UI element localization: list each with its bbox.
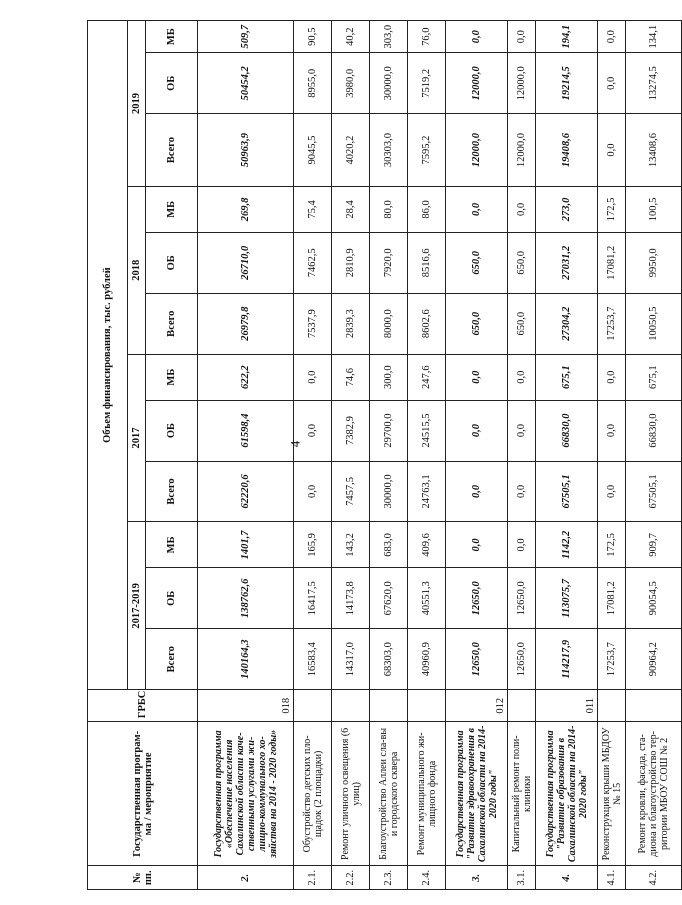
row-value: 7382,9 xyxy=(332,400,370,461)
row-value: 40551,3 xyxy=(408,568,446,629)
row-value: 194,1 xyxy=(536,21,598,53)
row-value: 675,1 xyxy=(536,354,598,400)
row-value: 165,9 xyxy=(294,522,332,568)
row-value: 61598,4 xyxy=(198,400,294,461)
row-value: 30303,0 xyxy=(370,114,408,187)
table-row xyxy=(536,21,598,890)
row-value: 8955,0 xyxy=(294,53,332,114)
row-value: 509,7 xyxy=(198,21,294,53)
row-number: 4.1. xyxy=(598,866,626,890)
row-number: 2. xyxy=(198,866,294,890)
row-value: 0,0 xyxy=(598,461,626,522)
row-value: 16417,5 xyxy=(294,568,332,629)
row-value: 26710,0 xyxy=(198,232,294,293)
row-value: 7519,2 xyxy=(408,53,446,114)
row-value: 909,7 xyxy=(626,522,682,568)
row-value: 12000,0 xyxy=(508,53,536,114)
row-value: 113075,7 xyxy=(536,568,598,629)
row-name: Государственная программа «Обеспечение населения Сахалинской области каче-ственными услугами жи-лищно-коммунального хо-зяйства на 2014 - 2020 годы» xyxy=(198,722,294,866)
row-value: 0,0 xyxy=(446,522,508,568)
row-value: 30000,0 xyxy=(370,461,408,522)
row-value: 0,0 xyxy=(508,400,536,461)
table-row xyxy=(626,21,682,890)
row-grbs xyxy=(598,690,626,722)
header-col: ОБ xyxy=(146,568,198,629)
row-value: 27031,2 xyxy=(536,232,598,293)
row-number: 2.2. xyxy=(332,866,370,890)
row-value: 90964,2 xyxy=(626,629,682,690)
row-value: 0,0 xyxy=(508,21,536,53)
row-value: 650,0 xyxy=(446,293,508,354)
row-value: 30000,0 xyxy=(370,53,408,114)
row-value: 4020,2 xyxy=(332,114,370,187)
row-value: 0,0 xyxy=(446,354,508,400)
row-value: 0,0 xyxy=(446,186,508,232)
row-value: 2839,3 xyxy=(332,293,370,354)
row-value: 247,6 xyxy=(408,354,446,400)
row-name: Государственная программа "Развитие здравоохранения в Сахалинской области на 2014-2020 годы" xyxy=(446,722,508,866)
header-period: 2018 xyxy=(128,186,146,354)
row-value: 650,0 xyxy=(508,232,536,293)
row-value: 140164,3 xyxy=(198,629,294,690)
table-row xyxy=(370,21,408,890)
row-value: 8516,6 xyxy=(408,232,446,293)
row-value: 67505,1 xyxy=(626,461,682,522)
table-row xyxy=(332,21,370,890)
row-value: 12000,0 xyxy=(508,114,536,187)
header-col: Всего xyxy=(146,293,198,354)
row-grbs: 018 xyxy=(198,690,294,722)
row-value: 12650,0 xyxy=(446,629,508,690)
row-value: 76,0 xyxy=(408,21,446,53)
row-value: 62220,6 xyxy=(198,461,294,522)
row-value: 50454,2 xyxy=(198,53,294,114)
row-value: 0,0 xyxy=(446,400,508,461)
row-value: 13408,6 xyxy=(626,114,682,187)
row-value: 66830,0 xyxy=(536,400,598,461)
finance-table xyxy=(87,20,682,890)
table-row xyxy=(198,21,294,890)
row-name: Обустройство детских пло-щадок (2 площадки) xyxy=(294,722,332,866)
row-value: 650,0 xyxy=(508,293,536,354)
row-value: 8602,6 xyxy=(408,293,446,354)
header-col: МБ xyxy=(146,354,198,400)
row-grbs xyxy=(408,690,446,722)
table-row xyxy=(598,21,626,890)
header-col: МБ xyxy=(146,186,198,232)
header-col: ОБ xyxy=(146,232,198,293)
row-value: 1142,2 xyxy=(536,522,598,568)
row-value: 0,0 xyxy=(508,522,536,568)
row-value: 67505,1 xyxy=(536,461,598,522)
row-value: 172,5 xyxy=(598,522,626,568)
row-value: 28,4 xyxy=(332,186,370,232)
row-value: 7537,9 xyxy=(294,293,332,354)
row-number: 2.4. xyxy=(408,866,446,890)
row-value: 0,0 xyxy=(598,21,626,53)
row-value: 12000,0 xyxy=(446,53,508,114)
row-value: 24763,1 xyxy=(408,461,446,522)
row-value: 12650,0 xyxy=(508,568,536,629)
row-value: 12650,0 xyxy=(508,629,536,690)
row-value: 75,4 xyxy=(294,186,332,232)
row-value: 17081,2 xyxy=(598,568,626,629)
row-value: 100,5 xyxy=(626,186,682,232)
row-value: 29700,0 xyxy=(370,400,408,461)
header-num: № пп. xyxy=(88,866,198,890)
row-value: 0,0 xyxy=(294,461,332,522)
row-name: Ремонт муниципального жи-лищного фонда xyxy=(408,722,446,866)
row-value: 66830,0 xyxy=(626,400,682,461)
row-value: 0,0 xyxy=(508,354,536,400)
row-value: 138762,6 xyxy=(198,568,294,629)
row-grbs xyxy=(370,690,408,722)
row-value: 67620,0 xyxy=(370,568,408,629)
row-value: 0,0 xyxy=(294,354,332,400)
row-value: 0,0 xyxy=(294,400,332,461)
row-value: 7595,2 xyxy=(408,114,446,187)
row-value: 12000,0 xyxy=(446,114,508,187)
header-col: ОБ xyxy=(146,400,198,461)
row-number: 4.2. xyxy=(626,866,682,890)
table-row xyxy=(508,21,536,890)
row-number: 2.3. xyxy=(370,866,408,890)
row-value: 90054,5 xyxy=(626,568,682,629)
row-value: 19214,5 xyxy=(536,53,598,114)
row-value: 683,0 xyxy=(370,522,408,568)
row-value: 90,5 xyxy=(294,21,332,53)
row-name: Капитальный ремонт поли-клиники xyxy=(508,722,536,866)
row-value: 40,2 xyxy=(332,21,370,53)
row-value: 8000,0 xyxy=(370,293,408,354)
row-name: Благоустройство Аллеи сла-вы и городского сквера xyxy=(370,722,408,866)
row-number: 3.1. xyxy=(508,866,536,890)
row-number: 3. xyxy=(446,866,508,890)
row-value: 13274,5 xyxy=(626,53,682,114)
row-grbs xyxy=(332,690,370,722)
row-value: 0,0 xyxy=(508,186,536,232)
row-grbs xyxy=(294,690,332,722)
row-number: 4. xyxy=(536,866,598,890)
row-value: 17081,2 xyxy=(598,232,626,293)
row-value: 300,0 xyxy=(370,354,408,400)
row-value: 1401,7 xyxy=(198,522,294,568)
header-col: ОБ xyxy=(146,53,198,114)
row-name: Государственная программа "Развитие образования в Сахалинской области на 2014-2020 годы" xyxy=(536,722,598,866)
table-row xyxy=(408,21,446,890)
row-value: 7462,5 xyxy=(294,232,332,293)
header-col: Всего xyxy=(146,461,198,522)
row-value: 17253,7 xyxy=(598,293,626,354)
row-value: 14173,8 xyxy=(332,568,370,629)
row-value: 0,0 xyxy=(446,461,508,522)
row-value: 68303,0 xyxy=(370,629,408,690)
table-row xyxy=(446,21,508,890)
row-grbs: 011 xyxy=(536,690,598,722)
row-value: 3980,0 xyxy=(332,53,370,114)
row-value: 74,6 xyxy=(332,354,370,400)
header-col: Всего xyxy=(146,114,198,187)
header-name: Государственная програм-ма / мероприятие xyxy=(88,722,198,866)
row-value: 50963,9 xyxy=(198,114,294,187)
row-value: 0,0 xyxy=(598,53,626,114)
row-value: 143,2 xyxy=(332,522,370,568)
header-period: 2017 xyxy=(128,354,146,522)
row-value: 2810,9 xyxy=(332,232,370,293)
row-value: 0,0 xyxy=(598,354,626,400)
header-volume: Объем финансирования, тыс. рублей xyxy=(88,21,128,690)
row-value: 40960,9 xyxy=(408,629,446,690)
table-row xyxy=(294,21,332,890)
row-value: 24515,5 xyxy=(408,400,446,461)
header-period: 2019 xyxy=(128,21,146,187)
row-value: 12650,0 xyxy=(446,568,508,629)
row-value: 14317,0 xyxy=(332,629,370,690)
row-name: Ремонт уличного освещения (6 улиц) xyxy=(332,722,370,866)
row-value: 172,5 xyxy=(598,186,626,232)
row-value: 303,0 xyxy=(370,21,408,53)
row-grbs xyxy=(626,690,682,722)
row-value: 650,0 xyxy=(446,232,508,293)
header-col: МБ xyxy=(146,522,198,568)
row-value: 0,0 xyxy=(598,400,626,461)
header-col: МБ xyxy=(146,21,198,53)
row-grbs xyxy=(508,690,536,722)
row-value: 19408,6 xyxy=(536,114,598,187)
row-value: 26979,8 xyxy=(198,293,294,354)
row-value: 134,1 xyxy=(626,21,682,53)
row-value: 675,1 xyxy=(626,354,682,400)
row-value: 9045,5 xyxy=(294,114,332,187)
row-value: 7920,0 xyxy=(370,232,408,293)
row-value: 10050,5 xyxy=(626,293,682,354)
header-col: Всего xyxy=(146,629,198,690)
row-value: 0,0 xyxy=(446,21,508,53)
row-value: 0,0 xyxy=(508,461,536,522)
row-value: 9950,0 xyxy=(626,232,682,293)
row-value: 409,6 xyxy=(408,522,446,568)
row-value: 273,0 xyxy=(536,186,598,232)
row-name: Ремонт кровли, фасада, ста-диона и благоустройство тер-ритории МБОУ СОШ № 2 xyxy=(626,722,682,866)
row-value: 27304,2 xyxy=(536,293,598,354)
row-value: 622,2 xyxy=(198,354,294,400)
page-number: 4 xyxy=(287,440,303,448)
row-grbs: 012 xyxy=(446,690,508,722)
row-value: 269,8 xyxy=(198,186,294,232)
row-name: Реконструкция крыши МБДОУ № 15 xyxy=(598,722,626,866)
row-value: 114217,9 xyxy=(536,629,598,690)
row-value: 80,0 xyxy=(370,186,408,232)
row-number: 2.1. xyxy=(294,866,332,890)
header-grbs: ГРБС xyxy=(88,690,198,722)
header-period: 2017-2019 xyxy=(128,522,146,690)
row-value: 17253,7 xyxy=(598,629,626,690)
row-value: 0,0 xyxy=(598,114,626,187)
row-value: 86,0 xyxy=(408,186,446,232)
row-value: 7457,5 xyxy=(332,461,370,522)
row-value: 16583,4 xyxy=(294,629,332,690)
finance-table-container xyxy=(87,20,670,890)
